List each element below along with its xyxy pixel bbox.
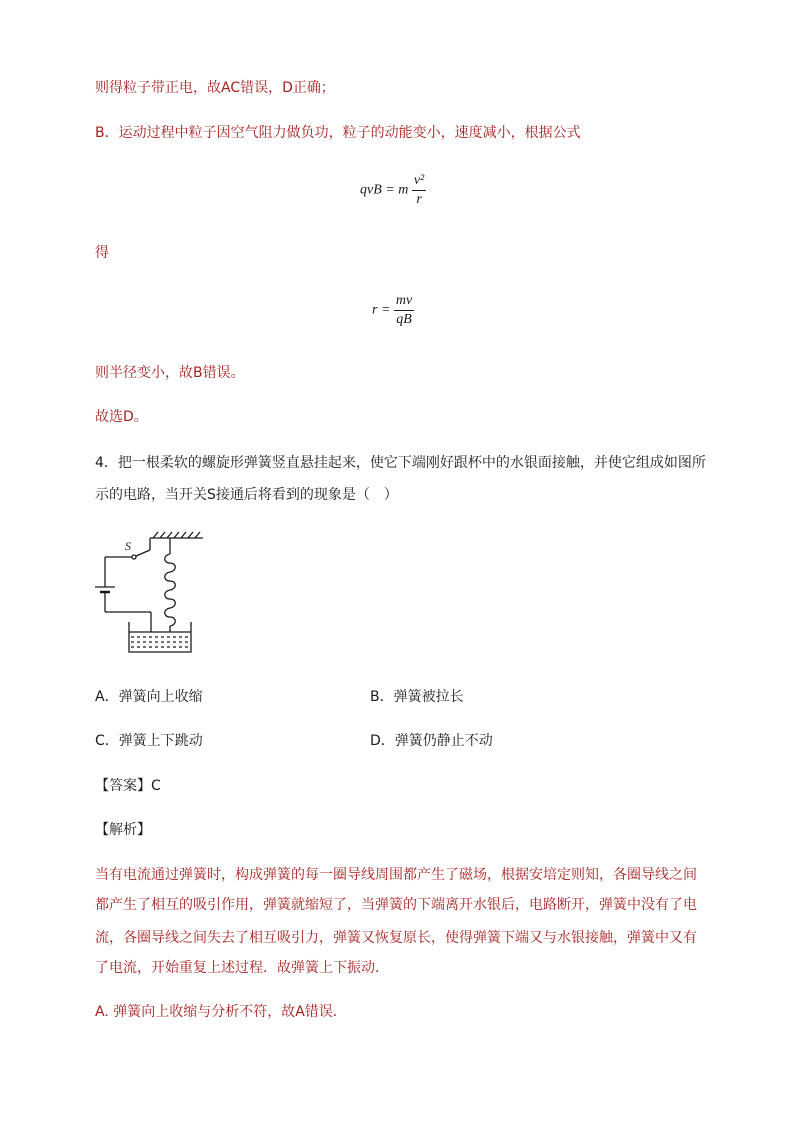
option-a[interactable]: A．弹簧向上收缩 — [95, 689, 203, 705]
switch-contact — [132, 555, 136, 559]
analysis-line-2: 都产生了相互的吸引作用，弹簧就缩短了，当弹簧的下端离开水银后，电路断开，弹簧中没有了电 — [95, 897, 697, 913]
formula-radius — [372, 293, 414, 328]
question-text-line-1: 4．把一根柔软的螺旋形弹簧竖直悬挂起来，使它下端刚好跟杯中的水银面接触，并使它组成如图所 — [95, 455, 706, 471]
formula-lorentz-fraction — [412, 173, 426, 208]
formula-radius-fraction — [394, 293, 414, 328]
answer-line: 【答案】C — [95, 778, 161, 794]
option-d[interactable]: D．弹簧仍静止不动 — [370, 733, 493, 749]
text-line-option-b: B．运动过程中粒子因空气阻力做负功，粒子的动能变小，速度减小，根据公式 — [95, 125, 581, 141]
switch-label: S — [125, 539, 131, 553]
spring-coil — [165, 554, 176, 626]
formula-radius-denominator: qB — [396, 312, 412, 327]
formula-radius-lhs: r = — [372, 302, 391, 318]
analysis-line-1: 当有电流通过弹簧时，构成弹簧的每一圈导线周围都产生了磁场，根据安培定则知，各圈导线之间 — [95, 867, 697, 883]
option-c[interactable]: C．弹簧上下跳动 — [95, 733, 203, 749]
ceiling-hatch — [153, 532, 200, 538]
analysis-line-3: 流，各圈导线之间失去了相互吸引力，弹簧又恢复原长，使得弹簧下端又与水银接触，弹簧中又有 — [95, 930, 697, 946]
formula-lorentz-lhs: qvB = m — [360, 182, 409, 198]
analysis-line-5: A. 弹簧向上收缩与分析不符，故A错误． — [95, 1004, 347, 1020]
text-line-choose: 故选D。 — [95, 409, 148, 425]
option-b[interactable]: B．弹簧被拉长 — [370, 689, 464, 705]
text-line-radius: 则半径变小，故B错误。 — [95, 365, 245, 381]
text-line-de: 得 — [95, 245, 109, 261]
formula-lorentz — [360, 173, 426, 208]
switch-lever — [136, 550, 150, 556]
formula-lorentz-denominator: r — [416, 192, 422, 207]
mercury-dashes — [131, 637, 189, 647]
question-text-line-2: 示的电路，当开关S接通后将看到的现象是（ ） — [95, 487, 398, 503]
formula-radius-numerator: mv — [394, 293, 414, 311]
analysis-heading: 【解析】 — [95, 822, 151, 838]
analysis-line-4: 了电流，开始重复上述过程．故弹簧上下振动． — [95, 960, 389, 976]
text-line-conclusion: 则得粒子带正电，故AC错误，D正确； — [95, 80, 335, 96]
formula-lorentz-numerator: v² — [412, 173, 426, 191]
circuit-figure — [95, 530, 210, 658]
